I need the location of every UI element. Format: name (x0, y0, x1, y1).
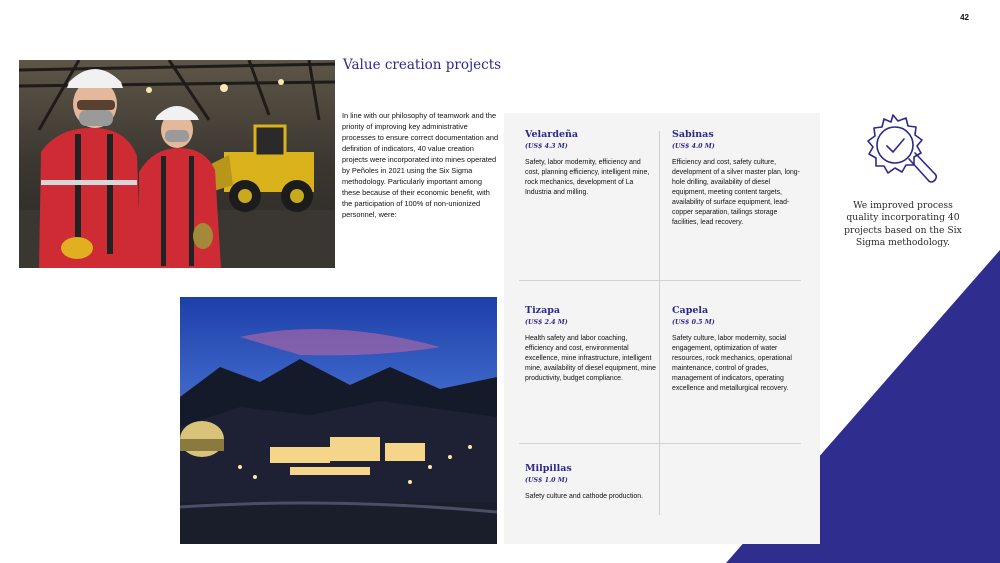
project-name: Milpillas (525, 463, 572, 474)
workers-photo (19, 60, 335, 268)
project-name: Tizapa (525, 305, 561, 316)
project-description: Safety, labor modernity, efficiency and cost, planning efficiency, intelligent mine, rock mechanics, development of La Industria and milling. (525, 159, 650, 196)
project-description: Safety culture, labor modernity, social engagement, optimization of water resources, rock mechanics, operational maintenance, control of grades, management of indicators, operating excellence and metallurgical recovery. (672, 335, 792, 392)
project-amount: (US$ 0.5 M) (672, 319, 715, 326)
project-amount: (US$ 4.3 M) (525, 143, 568, 150)
quality-badge-magnifier-icon (860, 112, 942, 188)
project-velardena (525, 129, 657, 198)
project-description: Safety culture and cathode production. (525, 493, 643, 500)
panel-divider (659, 131, 660, 515)
project-milpillas (525, 463, 657, 502)
intro-paragraph: In line with our philosophy of teamwork and the priority of improving key administrative processes to ensure correct documentation and definition of indicators, 40 value creation projects were incorporated into mines operated by Peñoles in 2021 using the Six Sigma methodology. Particularly important among these because of their economic benefit, with the participation of 100% of non-unionized personnel, were: (342, 111, 499, 219)
panel-divider (519, 443, 801, 444)
panel-divider (519, 280, 801, 281)
callout-text: We improved process quality incorporating 40 projects based on the Six Sigma methodology. (844, 200, 962, 249)
mine-night-photo (180, 297, 497, 544)
project-amount: (US$ 1.0 M) (525, 477, 568, 484)
project-amount: (US$ 2.4 M) (525, 319, 568, 326)
section-title: Value creation projects (343, 57, 502, 73)
project-description: Health safety and labor coaching, efficiency and cost, environmental excellence, mine infrastructure, intelligent mine, availability of diesel equipment, mine productivity, budget compliance. (525, 335, 656, 382)
project-amount: (US$ 4.0 M) (672, 143, 715, 150)
page-number: 42 (960, 13, 969, 22)
project-sabinas (672, 129, 800, 228)
project-tizapa (525, 305, 657, 384)
project-description: Efficiency and cost, safety culture, development of a silver master plan, long-hole drilling, availability of diesel equipment, meeting content targets, availability of surface equipment, lead-copper separation, tailings storage facilities, lead recovery. (672, 159, 800, 226)
project-name: Sabinas (672, 129, 714, 140)
project-capela (672, 305, 800, 394)
project-name: Velardeña (525, 129, 579, 140)
project-name: Capela (672, 305, 709, 316)
